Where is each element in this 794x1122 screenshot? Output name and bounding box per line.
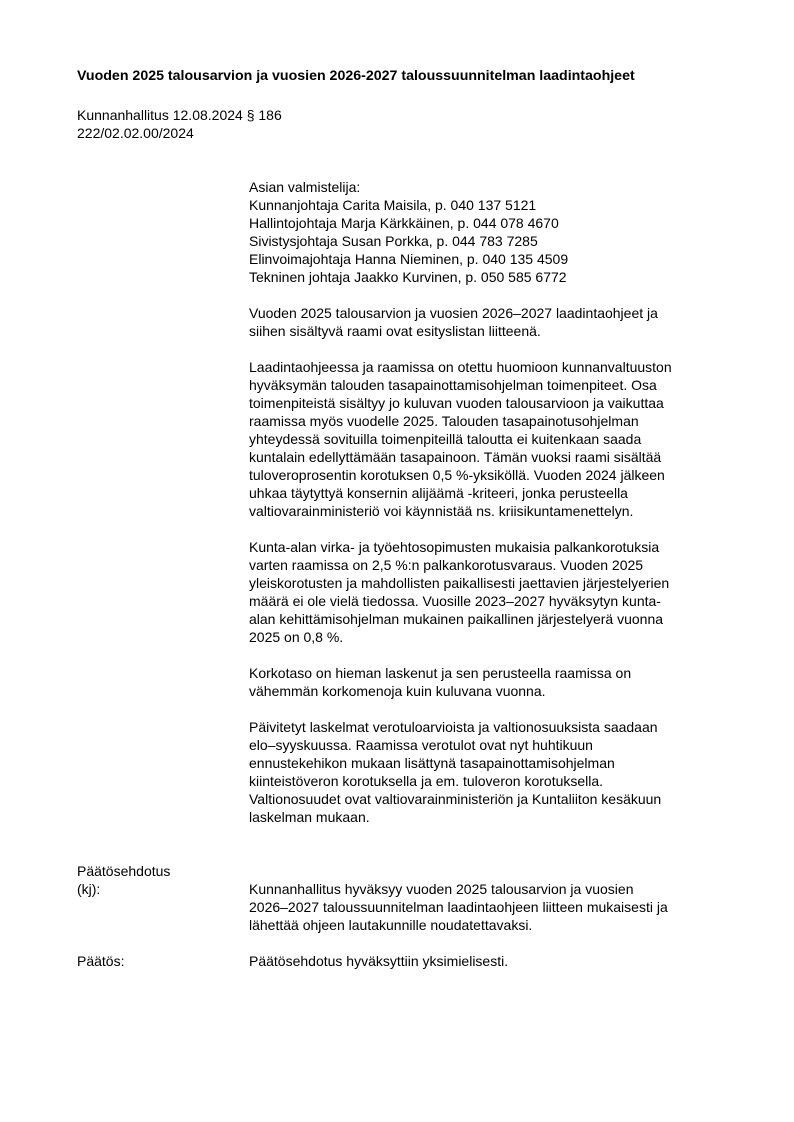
- paragraph-line: valtiovarainministeriö voi käynnistää ns. kriisikuntamenettelyn.: [249, 503, 634, 519]
- paragraph-line: raamissa myös vuodelle 2025. Talouden tasapainotusohjelman: [249, 413, 639, 429]
- diary-number: 222/02.02.00/2024: [77, 125, 194, 141]
- paragraph-line: Vuoden 2025 talousarvion ja vuosien 2026–2027 laadintaohjeet ja: [249, 305, 658, 321]
- paragraph-line: siihen sisältyvä raami ovat esityslistan liitteenä.: [249, 323, 541, 339]
- paragraph-line: laskelman mukaan.: [249, 809, 370, 825]
- proposal-label-sub: (kj):: [77, 881, 101, 897]
- proposal-line: Kunnanhallitus hyväksyy vuoden 2025 talousarvion ja vuosien: [249, 881, 634, 897]
- paragraph-line: varten raamissa on 2,5 %:n palkankorotusvaraus. Vuoden 2025: [249, 557, 644, 573]
- proposal-label: Päätösehdotus: [77, 863, 171, 879]
- preparer-line: Elinvoimajohtaja Hanna Nieminen, p. 040 135 4509: [249, 251, 569, 267]
- paragraph-line: elo–syyskuussa. Raamissa verotulot ovat nyt huhtikuun: [249, 737, 593, 753]
- document-body: [249, 178, 749, 826]
- paragraph-line: vähemmän korkomenoja kuin kuluvana vuonna.: [249, 683, 546, 699]
- proposal-line: lähettää ohjeen lautakunnille noudatettavaksi.: [249, 917, 533, 933]
- paragraph-line: ennustekehikon mukaan lisättynä tasapainottamisohjelman: [249, 755, 615, 771]
- paragraph-line: alan kehittämisohjelman mukainen paikallinen järjestelyerä vuonna: [249, 611, 664, 627]
- meeting-line: Kunnanhallitus 12.08.2024 § 186: [77, 107, 282, 123]
- preparer-line: Hallintojohtaja Marja Kärkkäinen, p. 044 078 4670: [249, 215, 559, 231]
- paragraph-line: Korkotaso on hieman laskenut ja sen perusteella raamissa on: [249, 665, 632, 681]
- decision-label: Päätös:: [77, 953, 125, 969]
- preparer-line: Tekninen johtaja Jaakko Kurvinen, p. 050 585 6772: [249, 269, 567, 285]
- paragraph-line: Valtionosuudet ovat valtiovarainministeriön ja Kuntaliiton kesäkuun: [249, 791, 662, 807]
- decision-text: Päätösehdotus hyväksyttiin yksimielisesti.: [249, 953, 509, 969]
- document-title: Vuoden 2025 talousarvion ja vuosien 2026-2027 taloussuunnitelman laadintaohjeet: [77, 68, 635, 84]
- paragraph-line: hyväksymän talouden tasapainottamisohjelman toimenpiteet. Osa: [249, 377, 657, 393]
- paragraph-line: yhteydessä sovituilla toimenpiteillä taloutta ei kuitenkaan saada: [249, 431, 642, 447]
- paragraph-line: uhkaa täytyttyä konsernin alijäämä -kriteeri, jonka perusteella: [249, 485, 628, 501]
- paragraph-line: kuntalain edellyttämään tasapainoon. Tämän vuoksi raami sisältää: [249, 449, 662, 465]
- paragraph-line: tuloveroprosentin korotuksen 0,5 %-yksiköllä. Vuoden 2024 jälkeen: [249, 467, 665, 483]
- proposal-line: 2026–2027 taloussuunnitelman laadintaohjeen liitteen mukaisesti ja: [249, 899, 668, 915]
- preparer-line: Sivistysjohtaja Susan Porkka, p. 044 783 7285: [249, 233, 538, 249]
- paragraph-line: Laadintaohjeessa ja raamissa on otettu huomioon kunnanvaltuuston: [249, 359, 672, 375]
- paragraph-line: 2025 on 0,8 %.: [249, 629, 344, 645]
- paragraph-line: määrä ei ole vielä tiedossa. Vuosille 2023–2027 hyväksytyn kunta-: [249, 593, 661, 609]
- preparer-line: Kunnanjohtaja Carita Maisila, p. 040 137 5121: [249, 197, 537, 213]
- paragraph-line: toimenpiteistä sisältyy jo kuluvan vuoden talousarvioon ja vaikuttaa: [249, 395, 664, 411]
- paragraph-line: Päivitetyt laskelmat verotuloarvioista ja valtionosuuksista saadaan: [249, 719, 658, 735]
- preparers-heading: Asian valmistelija:: [249, 179, 361, 195]
- meeting-info: [77, 106, 282, 142]
- paragraph-line: yleiskorotusten ja mahdollisten paikallisesti jaettavien järjestelyerien: [249, 575, 670, 591]
- paragraph-line: Kunta-alan virka- ja työehtosopimusten mukaisia palkankorotuksia: [249, 539, 660, 555]
- paragraph-line: kiinteistöveron korotuksella ja em. tuloveron korotuksella.: [249, 773, 604, 789]
